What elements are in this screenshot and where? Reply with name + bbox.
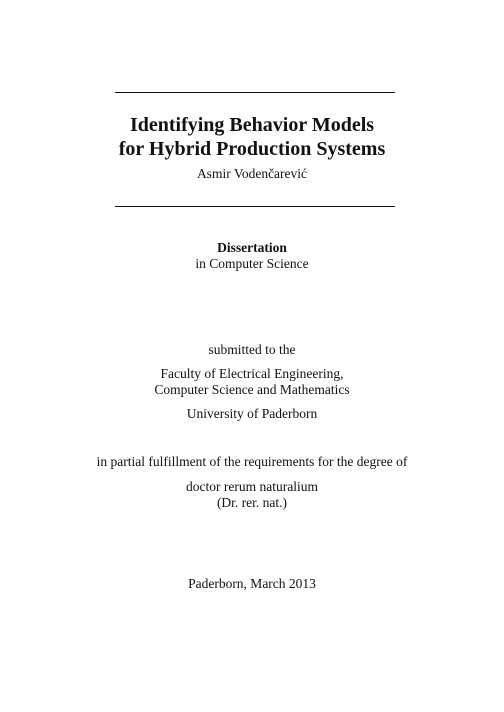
faculty-line-1: Faculty of Electrical Engineering, [160,366,344,381]
bottom-rule [115,206,395,207]
submitted-to: submitted to the [208,342,296,357]
top-rule [115,92,395,93]
place-and-date: Paderborn, March 2013 [188,576,316,591]
thesis-type: Dissertation [217,240,287,255]
thesis-title [0,113,504,161]
title-line-1: Identifying Behavior Models [129,114,375,136]
degree-line-2: (Dr. rer. nat.) [216,495,288,510]
author-name: Asmir Vodenčarević [196,166,308,181]
thesis-field: in Computer Science [195,256,309,271]
university: University of Paderborn [186,406,318,421]
requirement-statement: in partial fulfillment of the requirements for the degree of [96,454,408,469]
faculty-line-2: Computer Science and Mathematics [154,382,350,397]
degree-line-1: doctor rerum naturalium [186,479,318,494]
title-line-2: for Hybrid Production Systems [118,138,386,160]
